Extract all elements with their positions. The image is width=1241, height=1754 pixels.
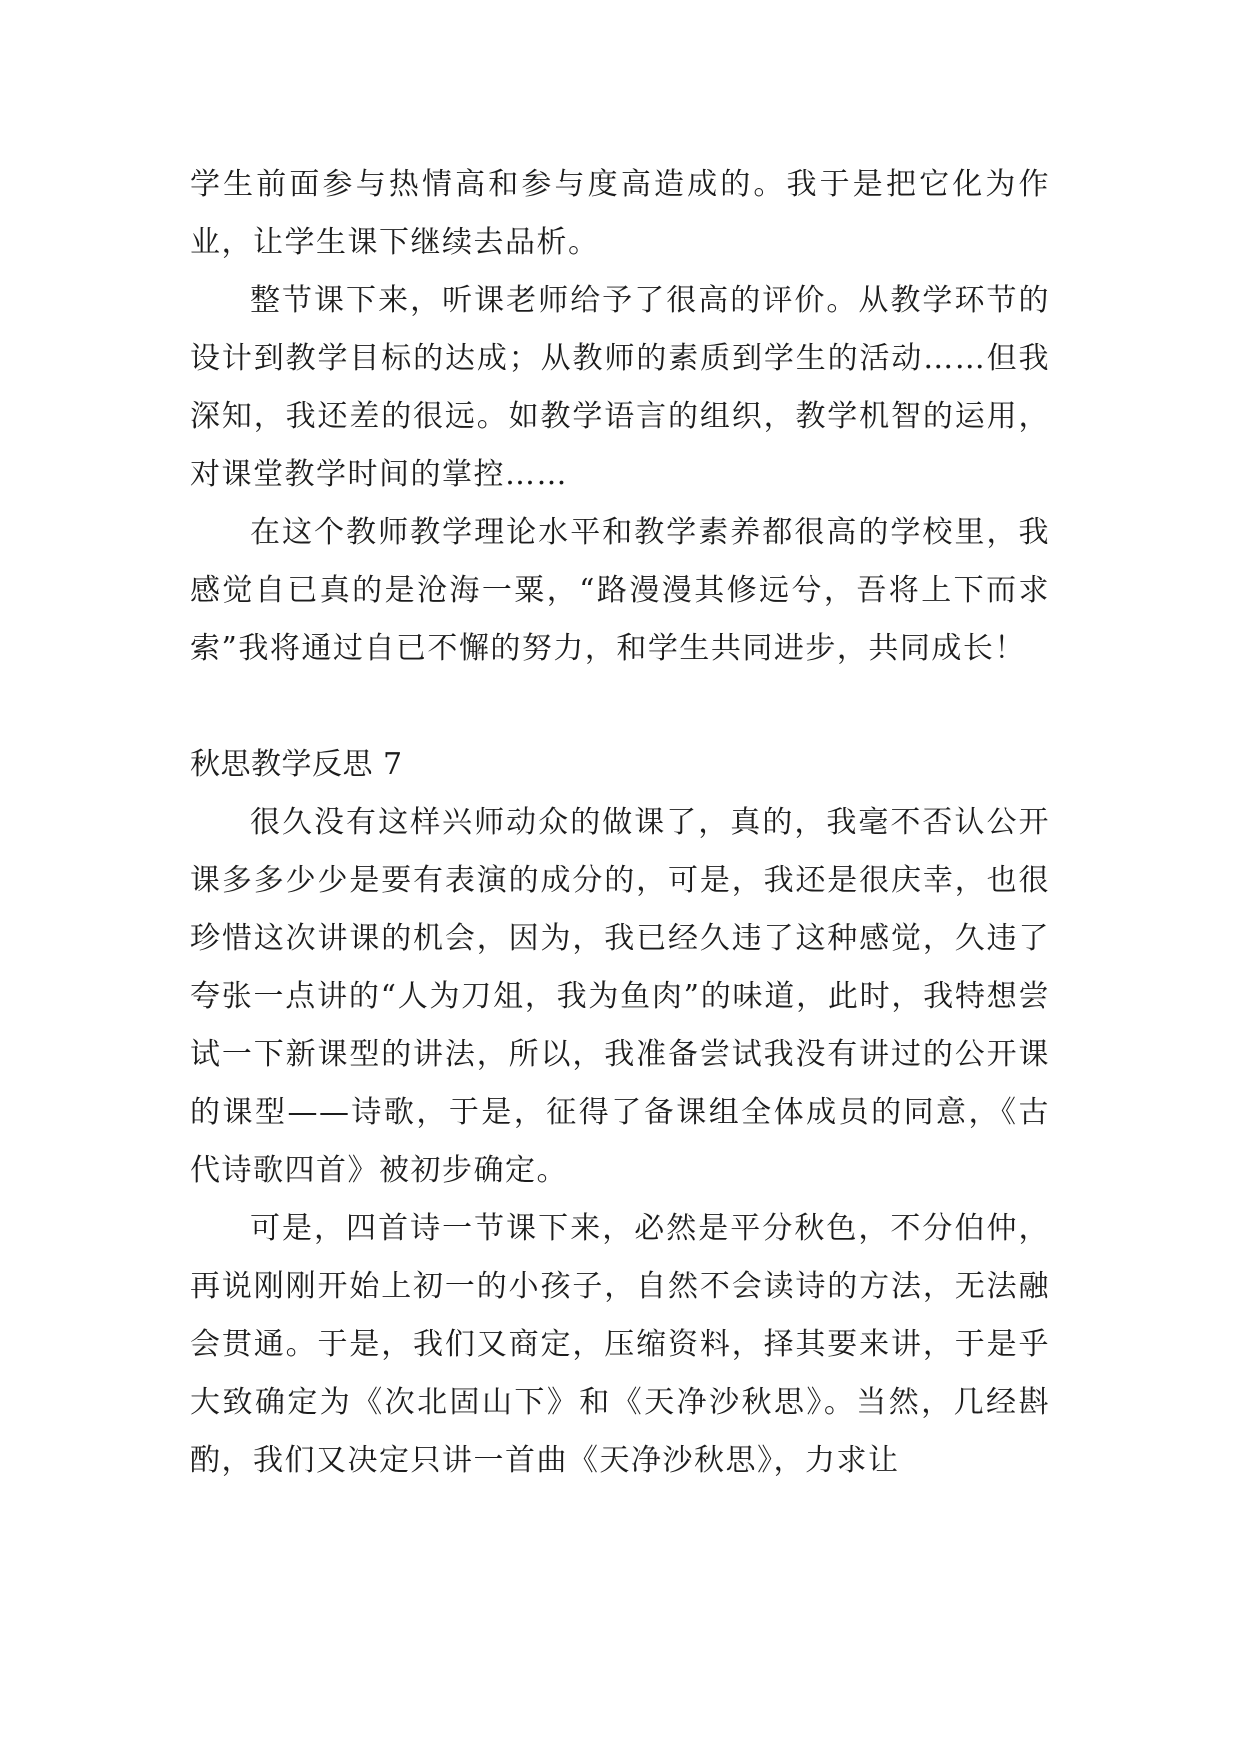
document-body [190, 156, 1050, 1490]
section-heading: 秋思教学反思 7 [190, 747, 403, 782]
paragraph-evaluation: 整节课下来，听课老师给予了很高的评价。从教学环节的设计到教学目标的达成；从教师的素质到学生的活动……但我深知，我还差的很远。如教学语言的组织，教学机智的运用，对课堂教学时间的掌控…… [190, 283, 1050, 492]
paragraph-planning: 可是，四首诗一节课下来，必然是平分秋色，不分伯仲，再说刚刚开始上初一的小孩子，自然不会读诗的方法，无法融会贯通。于是，我们又商定，压缩资料，择其要来讲，于是乎大致确定为《次北固山下》和《天净沙秋思》。当然，几经斟酌，我们又决定只讲一首曲《天净沙秋思》，力求让 [190, 1211, 1050, 1478]
paragraph-conclusion: 在这个教师教学理论水平和教学素养都很高的学校里，我感觉自已真的是沧海一粟，“路漫漫其修远兮，吾将上下而求索”我将通过自已不懈的努力，和学生共同进步，共同成长！ [190, 515, 1050, 666]
section-spacer [190, 678, 1050, 736]
paragraph-intro: 很久没有这样兴师动众的做课了，真的，我毫不否认公开课多多少少是要有表演的成分的，可是，我还是很庆幸，也很珍惜这次讲课的机会，因为，我已经久违了这种感觉，久违了夸张一点讲的“人为刀俎，我为鱼肉”的味道，此时，我特想尝试一下新课型的讲法，所以，我准备尝试我没有讲过的公开课的课型——诗歌，于是，征得了备课组全体成员的同意，《古代诗歌四首》被初步确定。 [190, 805, 1050, 1188]
paragraph-continuation: 学生前面参与热情高和参与度高造成的。我于是把它化为作业，让学生课下继续去品析。 [190, 167, 1050, 260]
